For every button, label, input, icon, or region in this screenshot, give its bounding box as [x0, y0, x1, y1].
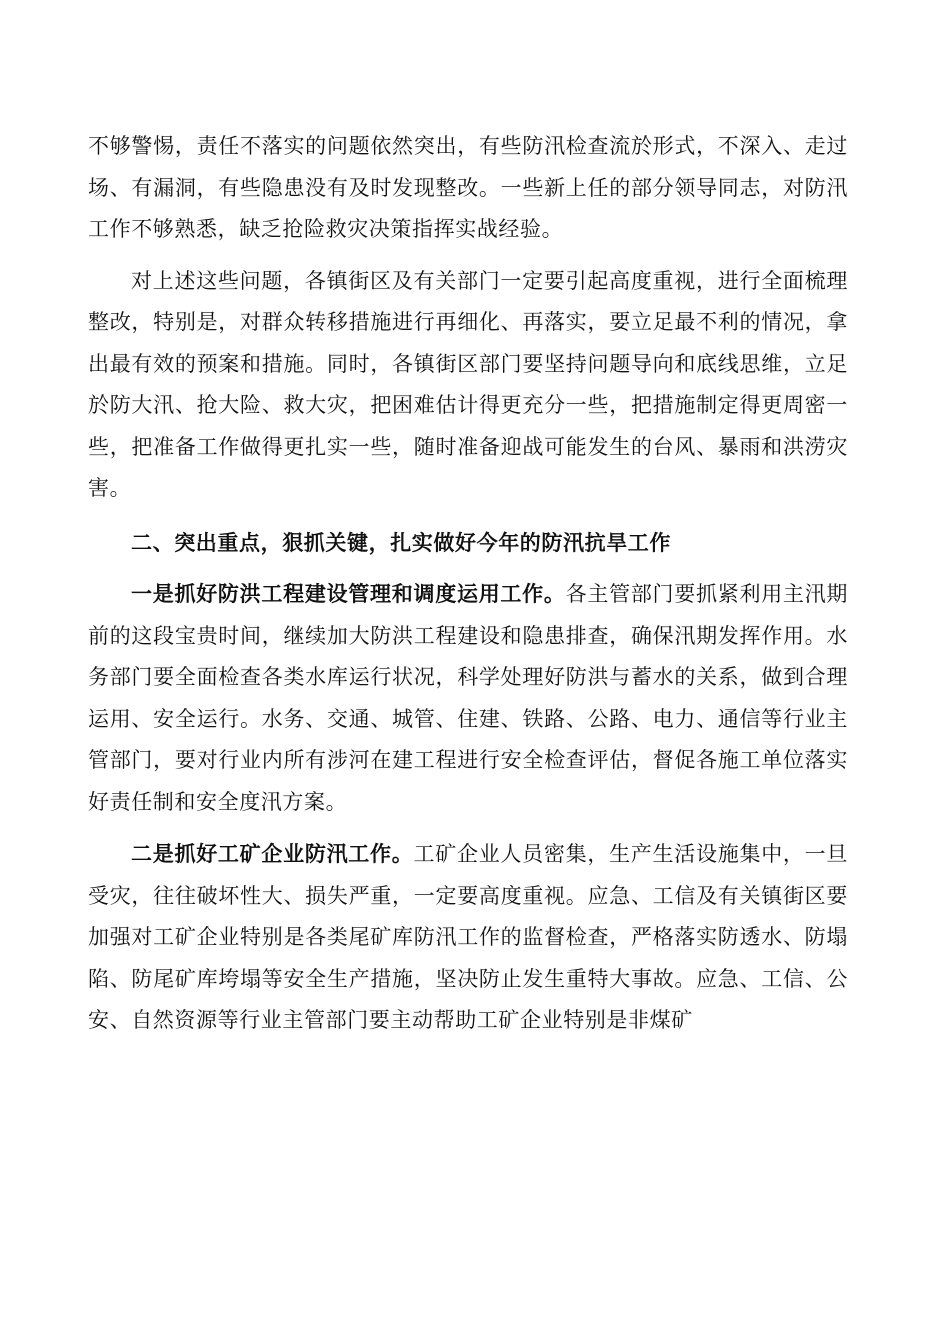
paragraph-problems-rectification: 对上述这些问题，各镇街区及有关部门一定要引起高度重视，进行全面梳理整改，特别是，对群众转移措施进行再细化、再落实，要立足最不利的情况，拿出最有效的预案和措施。同时，各镇街区部门要坚持问题导向和底线思维，立足於防大汛、抢大险、救大灾，把困难估计得更充分一些，把措施制定得更周密一些，把准备工作做得更扎实一些，随时准备迎战可能发生的台风、暴雨和洪涝灾害。 — [88, 268, 848, 500]
item-mining-enterprise-flood-control — [88, 833, 848, 1042]
item-lead: 二是抓好工矿企业防汛工作。 — [131, 841, 414, 866]
item-body: 各主管部门要抓紧利用主汛期前的这段宝贵时间，继续加大防洪工程建设和隐患排查，确保汛期发挥作用。水务部门要全面检查各类水库运行状况，科学处理好防洪与蓄水的关系，做到合理运用、安全运行。水务、交通、城管、住建、铁路、公路、电力、通信等行业主管部门，要对行业内所有涉河在建工程进行安全检查评估，督促各施工单位落实好责任制和安全度汛方案。 — [88, 582, 848, 814]
paragraph-continued: 不够警惕，责任不落实的问题依然突出，有些防汛检查流於形式，不深入、走过场、有漏洞，有些隐患没有及时发现整改。一些新上任的部分领导同志，对防汛工作不够熟悉，缺乏抢险救灾决策指挥实战经验。 — [88, 134, 848, 241]
document-page — [88, 126, 848, 1042]
item-flood-control-engineering — [88, 573, 848, 823]
item-lead: 一是抓好防洪工程建设管理和调度运用工作。 — [131, 581, 566, 606]
section-heading: 二、突出重点，狠抓关键，扎实做好今年的防汛抗旱工作 — [131, 529, 671, 555]
item-body: 工矿企业人员密集，生产生活设施集中，一旦受灾，往往破坏性大、损失严重，一定要高度重视。应急、工信及有关镇街区要加强对工矿企业特别是各类尾矿库防汛工作的监督检查，严格落实防透水、防塌陷、防尾矿库垮塌等安全生产措施，坚决防止发生重特大事故。应急、工信、公安、自然资源等行业主管部门要主动帮助工矿企业特别是非煤矿 — [88, 842, 848, 1032]
